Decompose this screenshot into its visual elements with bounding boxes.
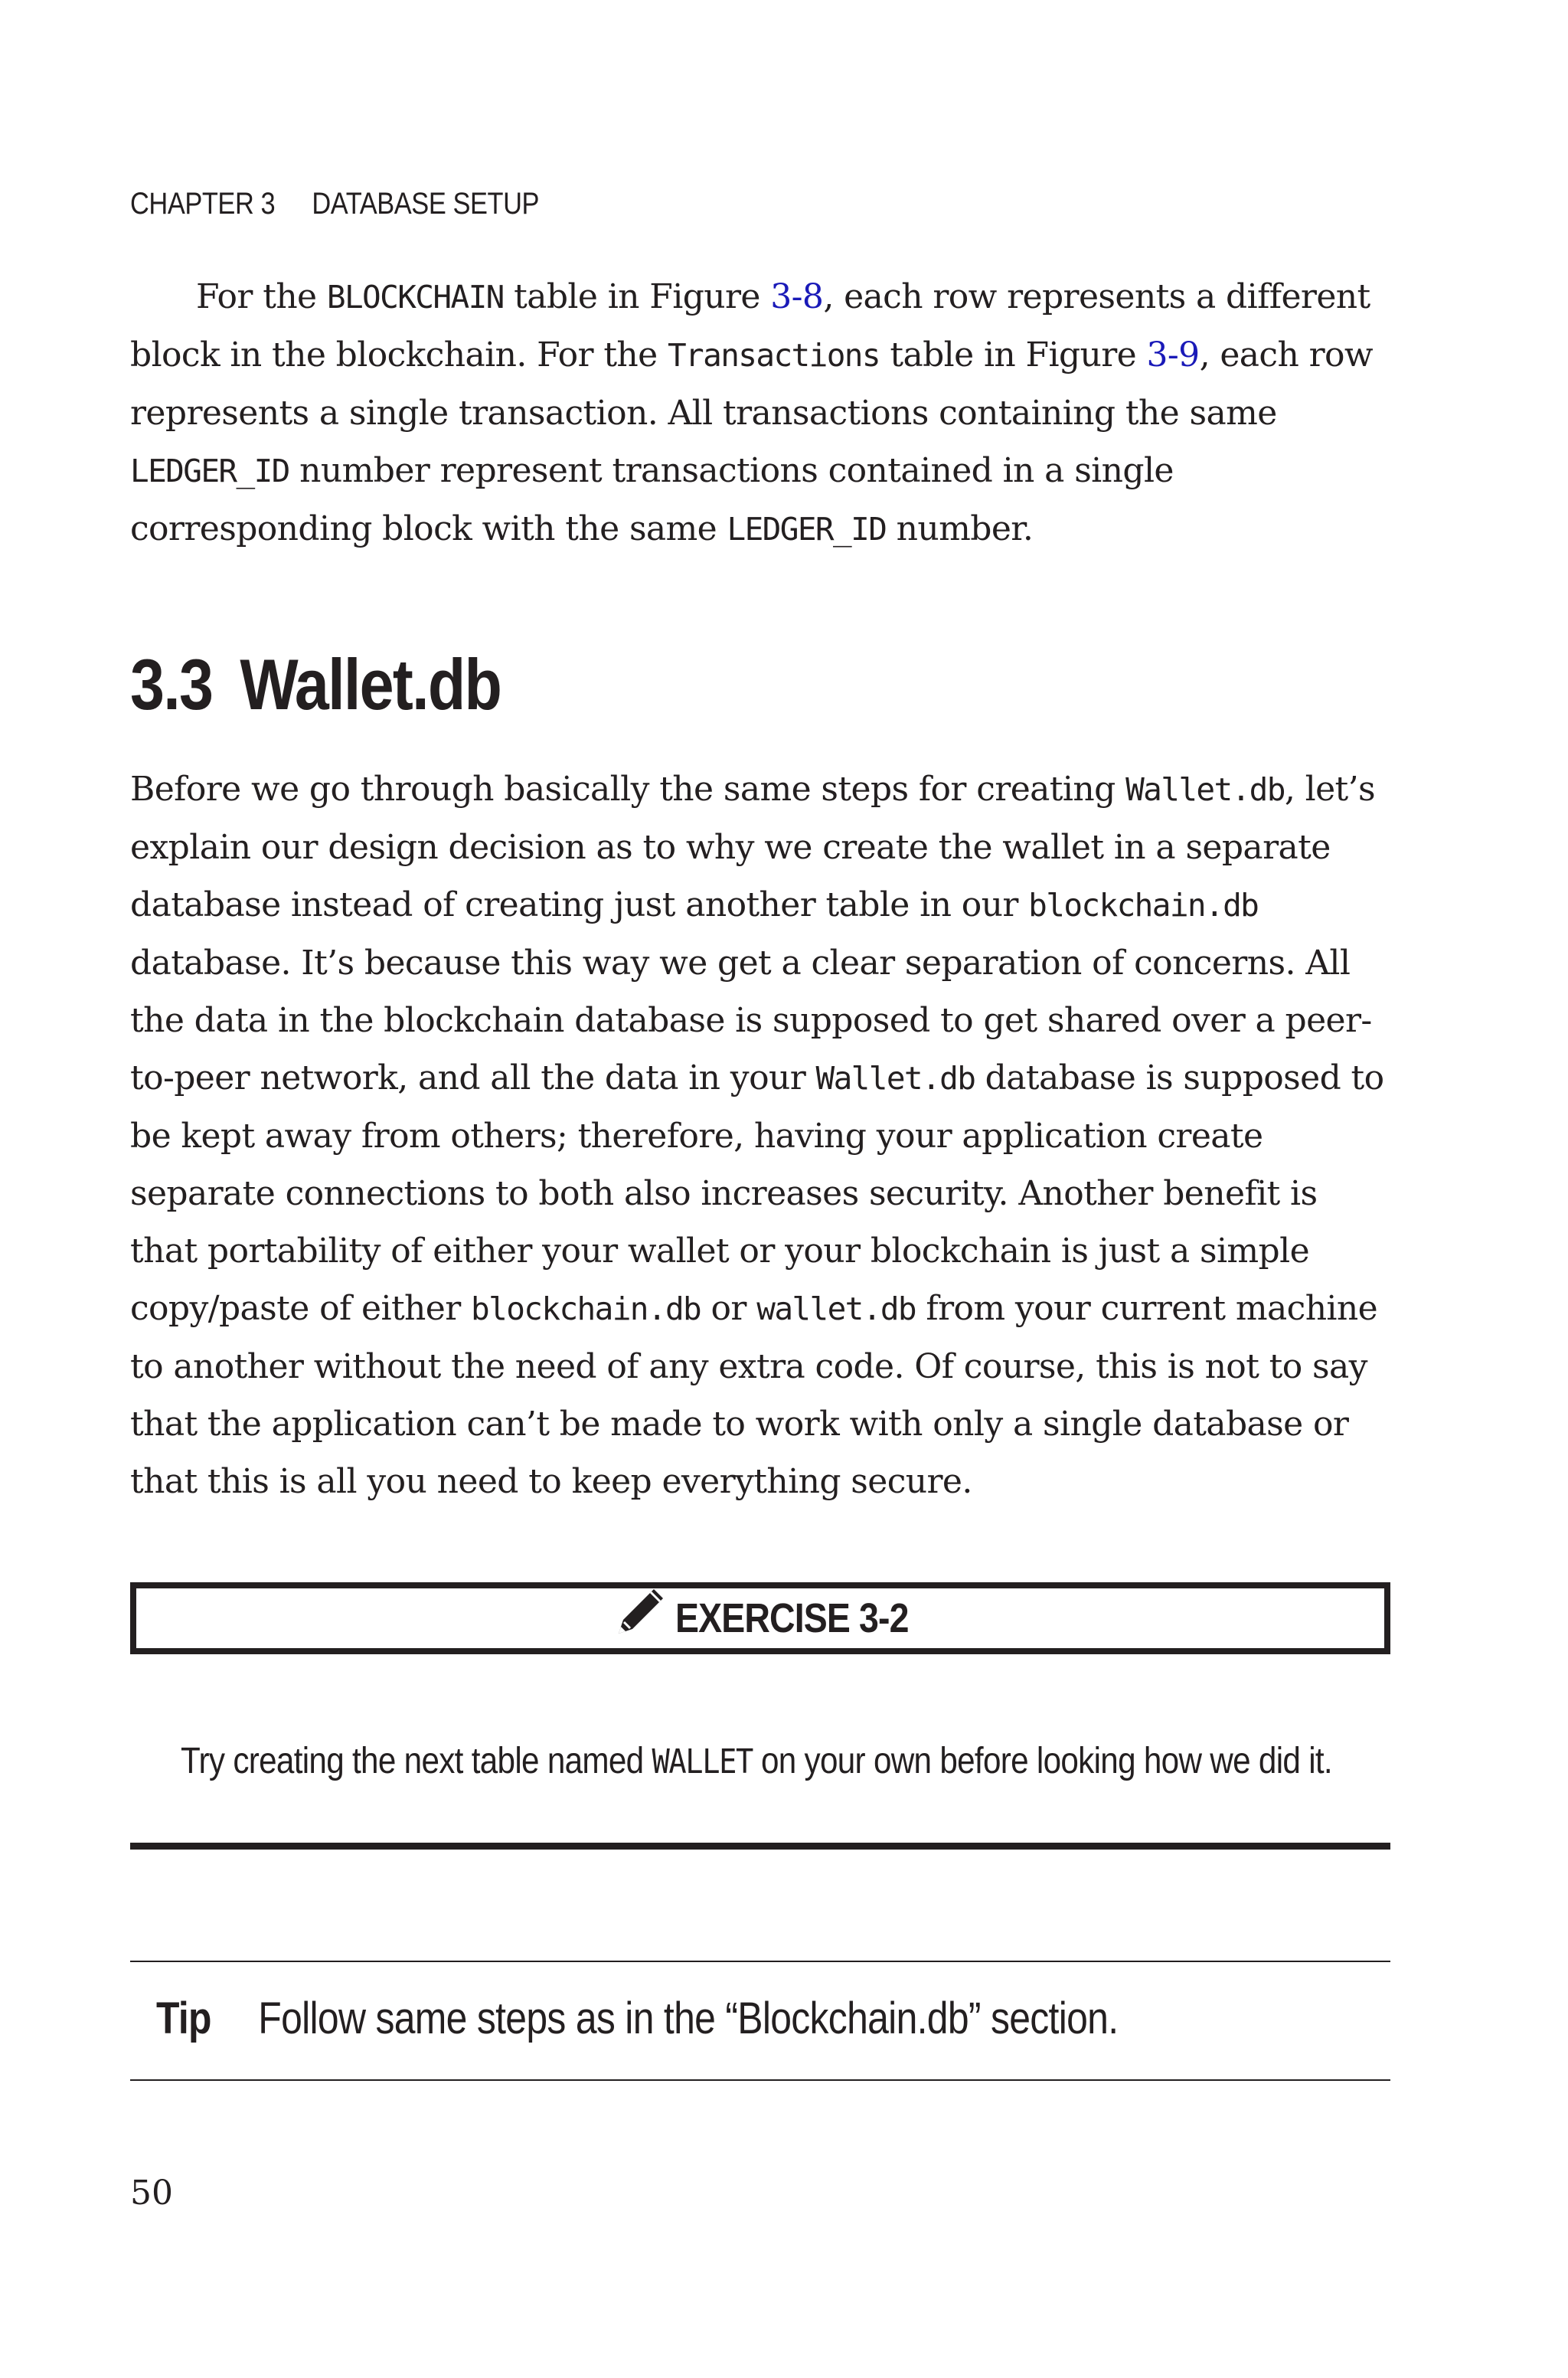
- code-transactions: Transactions: [667, 337, 880, 374]
- code-ledger-id: LEDGER_ID: [727, 511, 887, 548]
- figure-link-3-8[interactable]: 3-8: [770, 277, 824, 316]
- tip-note: [156, 1993, 1118, 2044]
- paragraph-wallet-design: [130, 761, 1393, 1510]
- tip-top-rule: [130, 1961, 1390, 1962]
- exercise-label: EXERCISE 3-2: [675, 1595, 909, 1641]
- code-blockchain-db: blockchain.db: [1028, 887, 1259, 924]
- text-run: number represent transactions contained in a single corresponding block with the same: [130, 451, 1174, 548]
- page-number: 50: [130, 2174, 173, 2213]
- text-run: , each row represents a different block in the blockchain. For the: [130, 277, 1370, 375]
- text-run: number.: [886, 509, 1034, 548]
- running-head-section: DATABASE SETUP: [312, 187, 540, 221]
- text-run: table in Figure: [503, 277, 771, 316]
- exercise-title: [612, 1582, 946, 1654]
- code-blockchain: BLOCKCHAIN: [326, 279, 504, 316]
- section-title: Wallet.db: [240, 644, 501, 725]
- paragraph-blockchain-tables: [130, 268, 1393, 558]
- code-ledger-id: LEDGER_ID: [130, 453, 289, 489]
- text-run: table in Figure: [879, 335, 1147, 375]
- pencil-icon: [612, 1585, 666, 1638]
- code-wallet: WALLET: [652, 1742, 753, 1781]
- tip-bottom-rule: [130, 2079, 1390, 2081]
- code-wallet-db-lower: wallet.db: [756, 1290, 916, 1327]
- exercise-bottom-rule: [130, 1843, 1390, 1850]
- code-wallet-db: Wallet.db: [1125, 771, 1285, 808]
- text-run: or: [701, 1289, 757, 1328]
- running-head-chapter: CHAPTER 3: [130, 187, 276, 221]
- tip-text: Follow same steps as in the “Blockchain.db” section.: [258, 1994, 1119, 2043]
- text-run: database is supposed to be kept away from others; therefore, having your application create separate connections to both also increases security. Another benefit is that portability of either your wallet or your blockchain is just a simple copy/paste of either: [130, 1058, 1384, 1328]
- text-run: Before we go through basically the same steps for creating: [130, 770, 1126, 809]
- section-heading: [130, 643, 501, 726]
- exercise-body: [181, 1732, 1375, 1791]
- text-run: database. It’s because this way we get a clear separation of concerns. All the data in the blockchain database is supposed to get shared over a peer-to-peer network, and all the data in your: [130, 944, 1372, 1097]
- running-head: [130, 187, 539, 221]
- section-number: 3.3: [130, 644, 213, 725]
- figure-link-3-9[interactable]: 3-9: [1146, 335, 1200, 375]
- text-run: from your current machine to another without the need of any extra code. Of course, this is not to say that the application can’t be made to work with only a single database or that this is all you need to keep everything secure.: [130, 1289, 1378, 1501]
- tip-label: Tip: [156, 1994, 211, 2043]
- text-run: For the: [196, 277, 327, 316]
- text-run: , each row represents a single transaction. All transactions containing the same: [130, 335, 1373, 433]
- code-blockchain-db: blockchain.db: [471, 1290, 701, 1327]
- code-wallet-db: Wallet.db: [815, 1060, 975, 1097]
- text-run: , let’s explain our design decision as to why we create the wallet in a separate database instead of creating just another table in our: [130, 770, 1375, 924]
- text-run: on your own before looking how we did it.: [752, 1741, 1332, 1781]
- text-run: Try creating the next table named: [181, 1741, 652, 1781]
